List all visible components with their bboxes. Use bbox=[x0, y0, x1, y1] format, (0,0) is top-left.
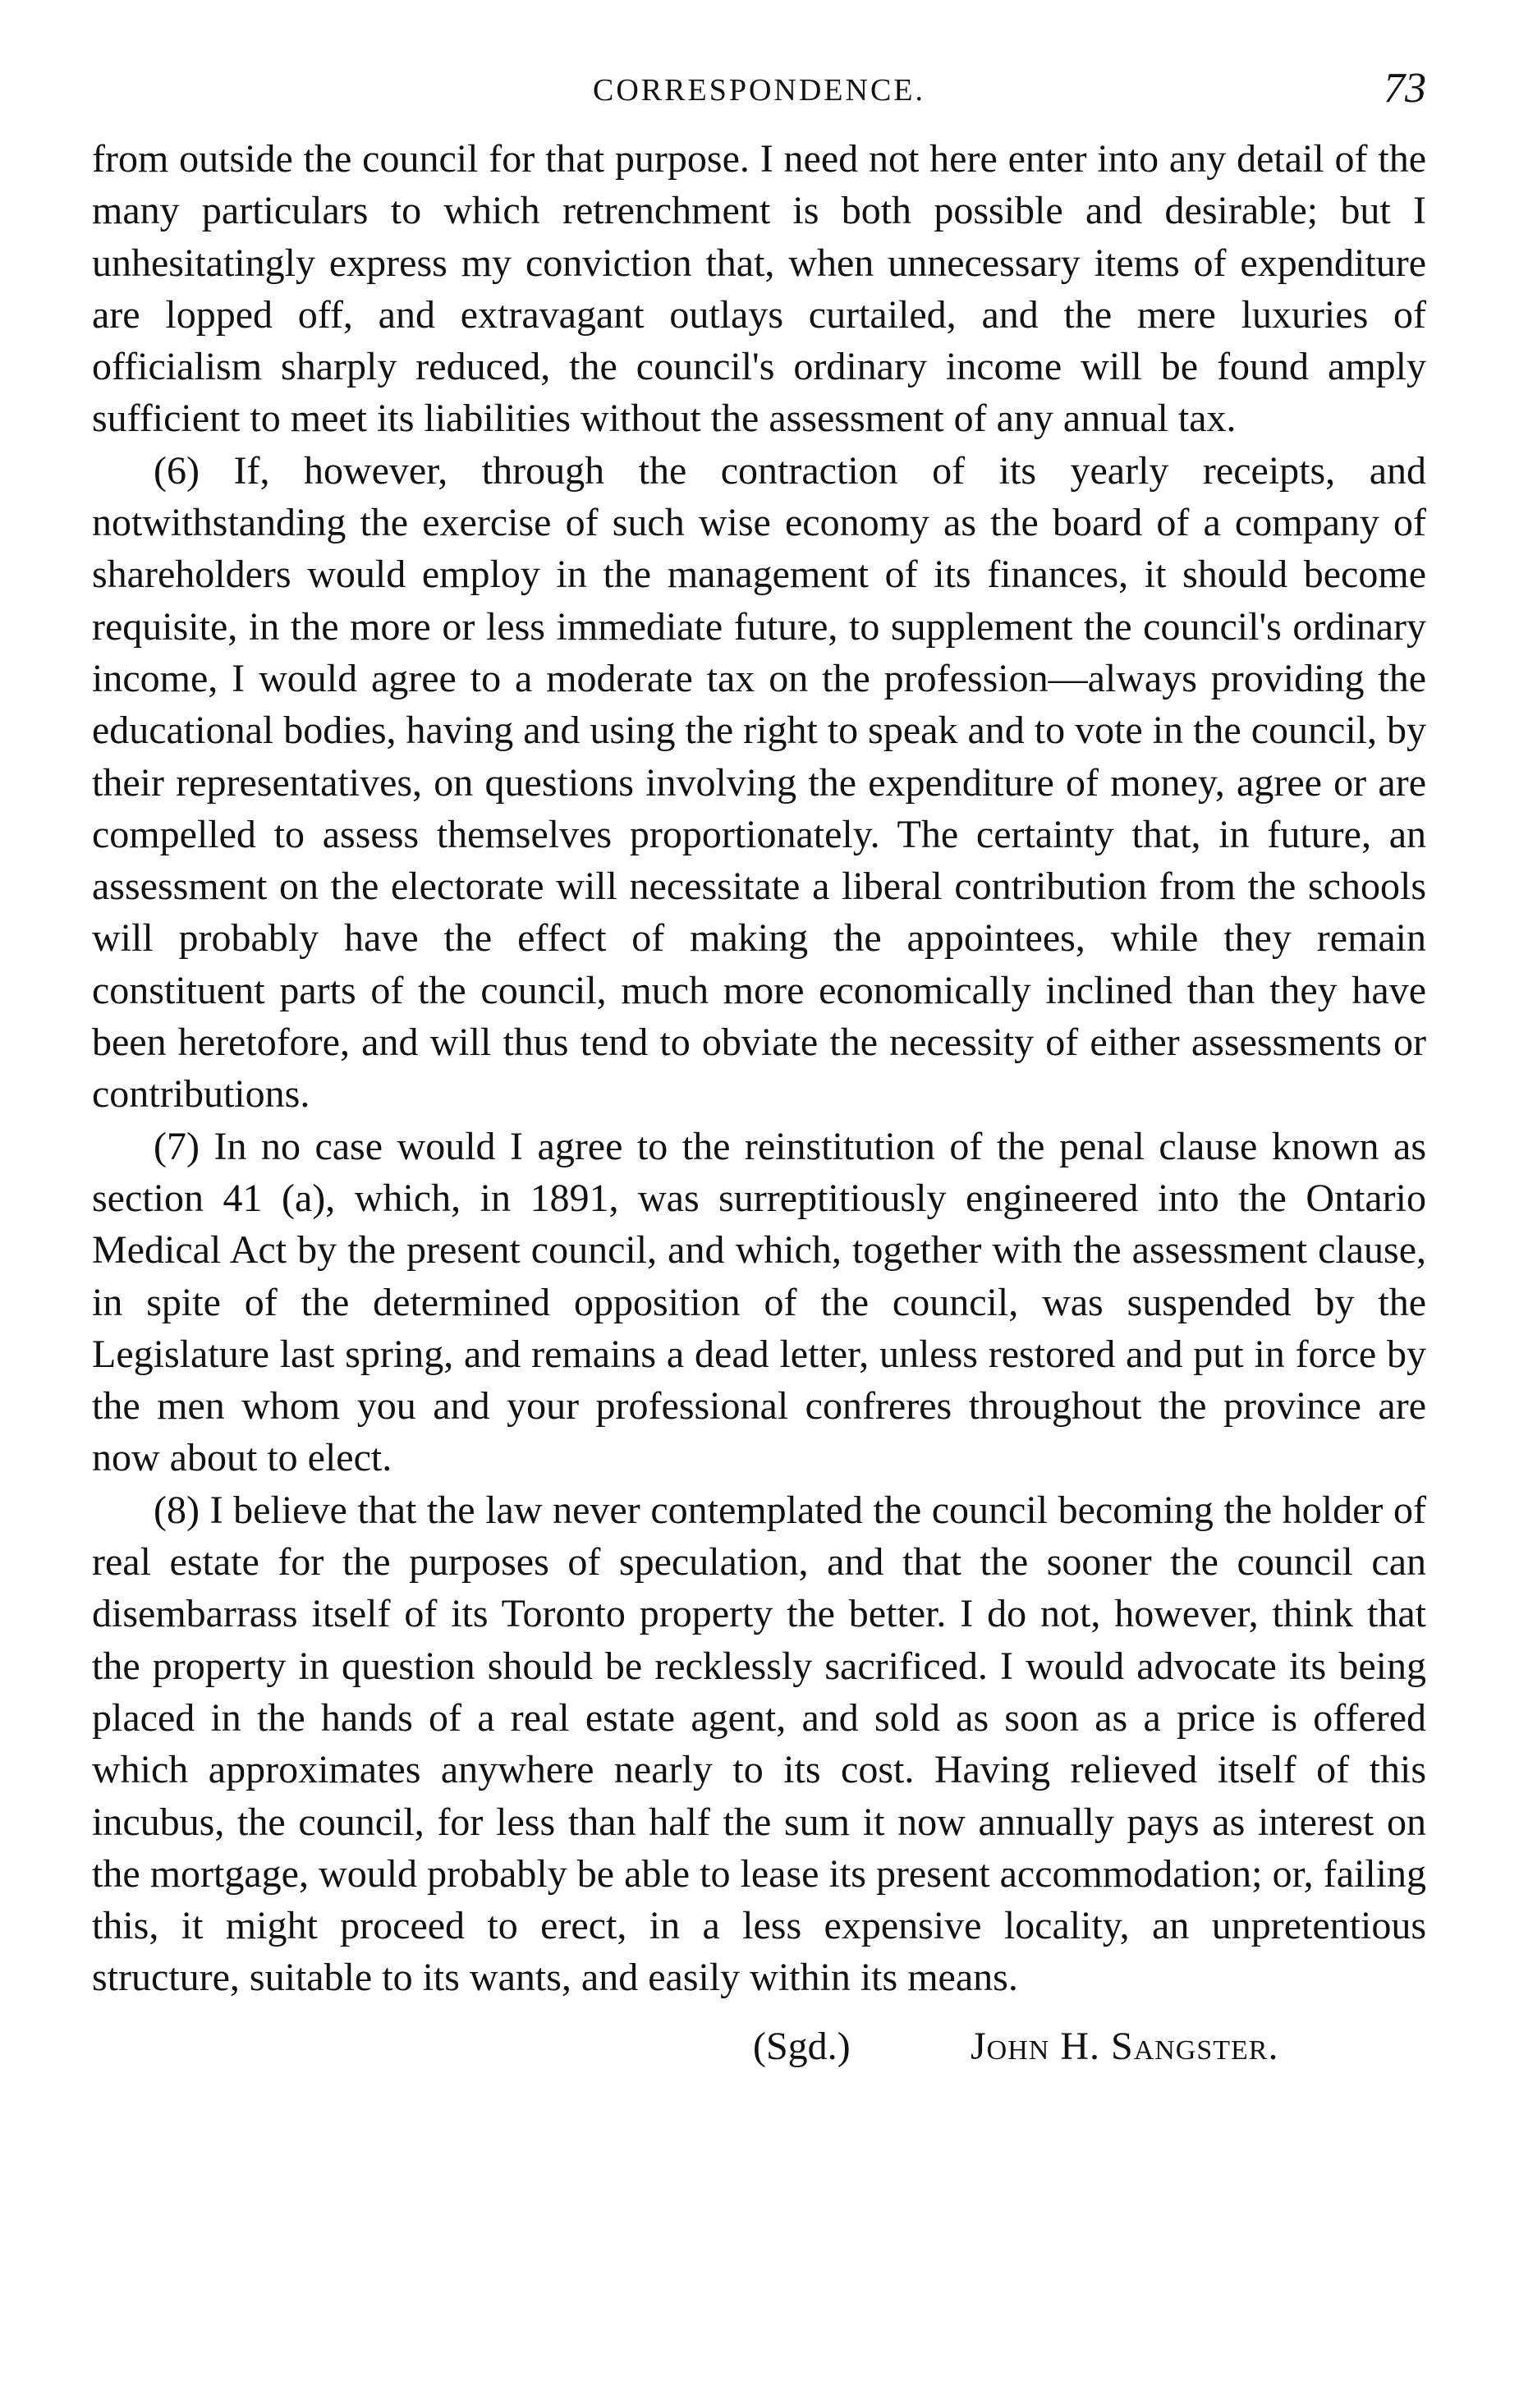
book-page bbox=[92, 57, 1426, 2078]
running-title: CORRESPONDENCE. bbox=[593, 73, 925, 108]
paragraph-6: (6) If, however, through the contraction of its yearly receipts, and notwithstanding the exercise of such wise economy as the board of a company of shareholders would employ in the management of its finances, it should become requisite, in the more or less immediate future, to supplement the council's ordinary income, I would agree to a moderate tax on the profession—always providing the educational bodies, having and using the right to speak and to vote in the council, by their representatives, on questions involving the expenditure of money, agree or are compelled to assess themselves proportionately. The certainty that, in future, an assessment on the electorate will necessitate a liberal contribution from the schools will probably have the effect of making the appointees, while they remain constituent parts of the council, much more economically inclined than they have been heretofore, and will thus tend to obviate the necessity of either assessments or contributions. bbox=[92, 448, 1426, 1117]
paragraph-8: (8) I believe that the law never contemplated the council becoming the holder of real estate for the purposes of speculation, and that the sooner the council can disembarrass itself of its Toronto property the better. I do not, however, think that the property in question should be recklessly sacrificed. I would advocate its being placed in the hands of a real estate agent, and sold as soon as a price is offered which approximates anywhere nearly to its cost. Having relieved itself of this incubus, the council, for less than half the sum it now annually pays as interest on the mortgage, would probably be able to lease its present accommodation; or, failing this, it might proceed to erect, in a less expensive locality, an unpretentious structure, suitable to its wants, and easily within its means. bbox=[92, 1488, 1426, 2000]
paragraph-continuation: from outside the council for that purpose. I need not here enter into any detail of the many particulars to which retrenchment is both possible and desirable; but I unhesitatingly express my conviction that, when unnecessary items of expenditure are lopped off, and extravagant outlays curtailed, and the mere luxuries of officialism sharply reduced, the council's ordinary income will be found amply sufficient to meet its liabilities without the assessment of any annual tax. bbox=[92, 137, 1426, 441]
page-number: 73 bbox=[1384, 65, 1426, 112]
signed-marker: (Sgd.) bbox=[753, 2024, 851, 2068]
running-head bbox=[92, 57, 1426, 133]
body-text bbox=[92, 133, 1426, 2004]
paragraph-7: (7) In no case would I agree to the reinstitution of the penal clause known as section 41 (a), which, in 1891, was surreptitiously engineered into the Ontario Medical Act by the present council, and which, together with the assessment clause, in spite of the determined opposition of the council, was suspended by the Legislature last spring, and remains a dead letter, unless restored and put in force by the men whom you and your professional confreres throughout the province are now about to elect. bbox=[92, 1124, 1426, 1480]
signature-line bbox=[92, 2020, 1426, 2078]
signer-name: John H. Sangster. bbox=[971, 2024, 1279, 2068]
